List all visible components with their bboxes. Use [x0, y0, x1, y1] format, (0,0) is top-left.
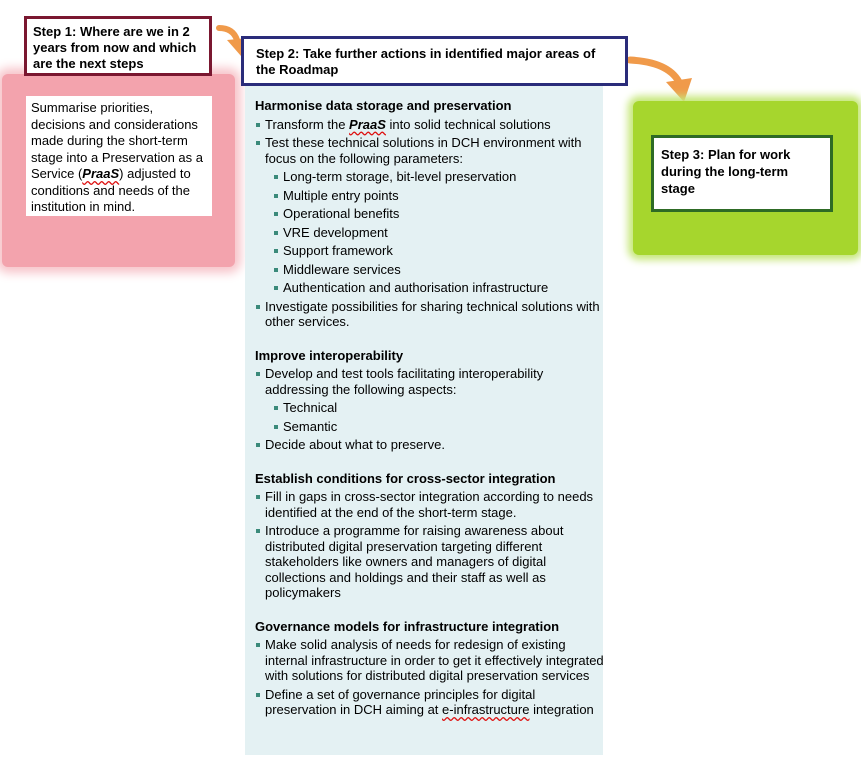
bullet-item: Make solid analysis of needs for redesign of existing internal infrastructure in order to get it effectively integrated with solutions for distributed digital preservation services	[255, 637, 605, 684]
step2-label: Step 2	[256, 46, 296, 61]
sub-bullet-item: Multiple entry points	[273, 188, 605, 204]
bullet-text: Develop and test tools facilitating interoperability addressing the following aspects:	[265, 366, 544, 397]
step3-title: : Plan for work during the long-term stage	[661, 147, 791, 196]
praas-term: PraaS	[349, 116, 386, 132]
einfrastructure-term: e-infrastructure	[442, 702, 530, 717]
bullet-text: Test these technical solutions in DCH environment with focus on the following parameters:	[265, 135, 582, 166]
bullet-text: integration	[529, 702, 594, 717]
bullet-item	[255, 135, 605, 296]
section-heading: Establish conditions for cross-sector integration	[255, 470, 556, 486]
step1-text-before: Summarise priorities, decisions and considerations made during the short-term stage into a Preservation as a Service (	[31, 100, 203, 181]
sub-bullet-item: Operational benefits	[273, 206, 605, 222]
bullet-text: Transform the	[265, 116, 350, 132]
bullet-text: Define a set of governance principles for digital preservation in DCH aiming at	[265, 686, 536, 717]
step2-title: : Take further actions in identified major areas of the Roadmap	[256, 46, 596, 77]
step2-title-box	[241, 36, 628, 86]
sub-bullet-item: Semantic	[273, 419, 605, 435]
section-data-storage	[255, 98, 605, 330]
arrow-step2-to-step3-icon	[624, 40, 696, 104]
bullet-item: Fill in gaps in cross-sector integration according to needs identified at the end of the short-term stage.	[255, 489, 605, 520]
bullet-item: Introduce a programme for raising awareness about distributed digital preservation targeting different stakeholders like owners and managers of digital collections and holdings and their staff as well as policymakers	[255, 523, 605, 601]
section-heading: Governance models for infrastructure integration	[255, 618, 560, 634]
bullet-item: Decide about what to preserve.	[255, 437, 605, 453]
bullet-text: into solid technical solutions	[385, 116, 551, 132]
bullet-item	[255, 687, 605, 718]
step1-praas: PraaS	[82, 166, 120, 181]
step1-description	[26, 96, 212, 216]
section-interoperability	[255, 348, 605, 453]
step1-title-box	[24, 16, 212, 76]
step1-title: : Where are we in 2 years from now and which are the next steps	[33, 24, 197, 71]
section-heading: Harmonise data storage and preservation	[255, 98, 512, 113]
step1-text-after: ) adjusted to conditions and needs of the institution in mind.	[31, 166, 191, 214]
sub-bullet-item: Support framework	[273, 243, 605, 259]
sub-bullet-item: Middleware services	[273, 262, 605, 278]
bullet-item: Investigate possibilities for sharing technical solutions with other services.	[255, 299, 605, 330]
step1-label: Step 1	[33, 24, 73, 39]
bullet-item	[255, 117, 605, 133]
step3-label: Step 3	[661, 147, 701, 162]
sub-bullet-item: Long-term storage, bit-level preservation	[273, 169, 605, 185]
bullet-item	[255, 366, 605, 434]
section-cross-sector	[255, 471, 605, 601]
step2-content	[255, 98, 605, 736]
section-governance	[255, 619, 605, 718]
sub-bullet-item: VRE development	[273, 225, 605, 241]
step3-title-box	[651, 135, 833, 212]
sub-bullet-item: Authentication and authorisation infrastructure	[273, 280, 605, 296]
section-heading: Improve interoperability	[255, 347, 404, 363]
sub-bullet-item: Technical	[273, 400, 605, 416]
